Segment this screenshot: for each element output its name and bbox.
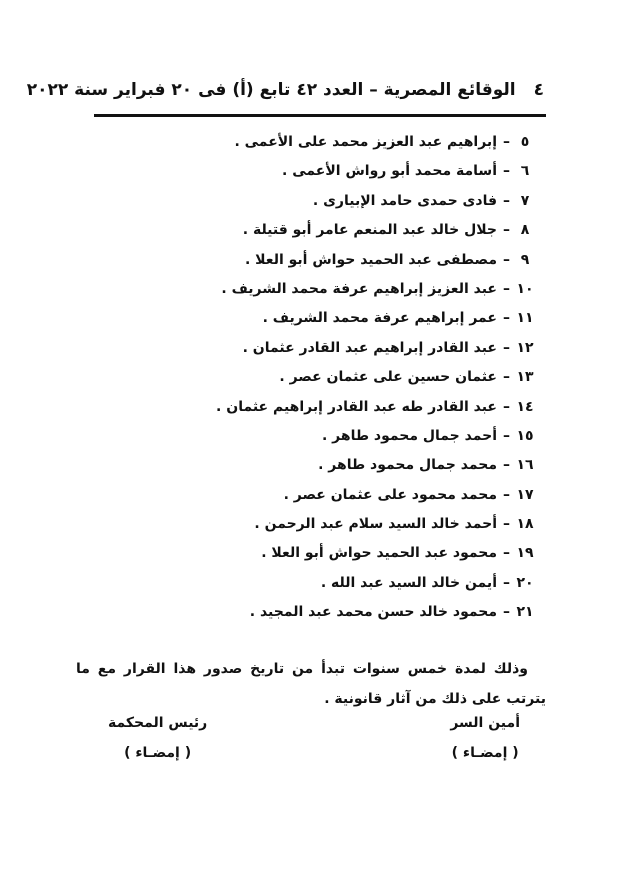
list-item: ١٣–عثمان حسين على عثمان عصر . bbox=[279, 369, 534, 386]
gazette-title: الوقائع المصرية – العدد ٤٢ تابع (أ) فى ٢٠ فبراير سنة ٢٠٢٢ bbox=[26, 80, 516, 100]
page-number: ٤ bbox=[533, 80, 544, 100]
list-item: ٩–مصطفى عبد الحميد حواش أبو العلا . bbox=[244, 251, 530, 268]
names-list bbox=[216, 128, 534, 628]
signature-title: أمين السر bbox=[450, 715, 520, 731]
list-item: ٢٠–أيمن خالد السيد عبد الله . bbox=[320, 574, 534, 591]
list-item: ١٥–أحمد جمال محمود طاهر . bbox=[321, 427, 534, 444]
header-divider bbox=[94, 114, 546, 117]
list-item: ١٦–محمد جمال محمود طاهر . bbox=[318, 457, 534, 474]
list-item: ١١–عمر إبراهيم عرفة محمد الشريف . bbox=[262, 310, 534, 327]
signature-mark: ( إمضـاء ) bbox=[124, 745, 192, 761]
signature-secretary bbox=[450, 708, 520, 768]
list-item: ٨–جلال خالد عبد المنعم عامر أبو قتيلة . bbox=[242, 222, 530, 239]
list-item: ٢١–محمود خالد حسن محمد عبد المجيد . bbox=[249, 604, 534, 621]
page-header bbox=[26, 76, 544, 104]
list-item: ٧–فادى حمدى حامد الإبيارى . bbox=[312, 192, 530, 209]
list-item: ١٨–أحمد خالد السيد سلام عبد الرحمن . bbox=[254, 516, 534, 533]
list-item: ٥–إبراهيم عبد العزيز محمد على الأعمى . bbox=[234, 134, 530, 150]
list-item: ١٤–عبد القادر طه عبد القادر إبراهيم عثمان . bbox=[216, 398, 534, 415]
signature-president bbox=[108, 708, 207, 768]
closing-paragraph: وذلك لمدة خمس سنوات تبدأ من تاريخ صدور هذا القرار مع ما يترتب على ذلك من آثار قانونية . bbox=[76, 661, 546, 707]
list-item: ١٩–محمود عبد الحميد حواش أبو العلا . bbox=[261, 545, 534, 562]
list-item: ١٠–عبد العزيز إبراهيم عرفة محمد الشريف . bbox=[221, 280, 534, 297]
signature-mark: ( إمضـاء ) bbox=[451, 745, 519, 761]
list-item: ١٢–عبد القادر إبراهيم عبد القادر عثمان . bbox=[242, 339, 534, 356]
list-item: ٦–أسامة محمد أبو رواش الأعمى . bbox=[282, 163, 530, 180]
list-item: ١٧–محمد محمود على عثمان عصر . bbox=[283, 486, 534, 503]
signature-title: رئيس المحكمة bbox=[108, 715, 208, 731]
